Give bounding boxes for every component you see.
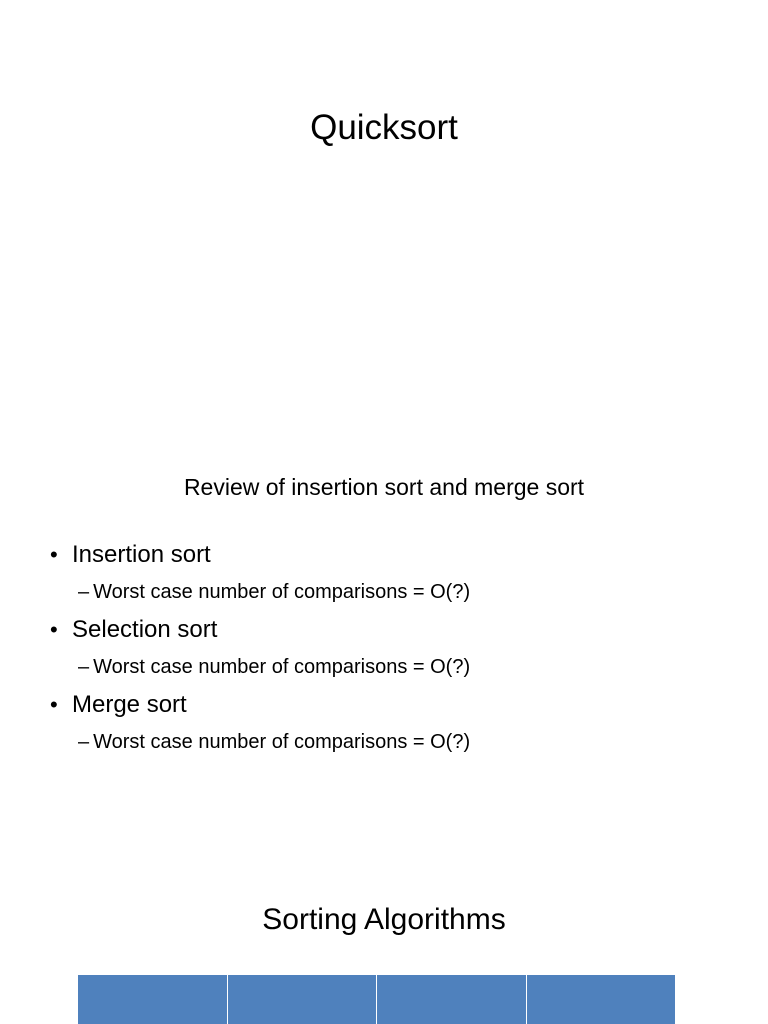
sub-bullet-text: Worst case number of comparisons = O(?) — [93, 731, 471, 753]
table-header-cell — [527, 975, 676, 1024]
bullet-dot: • — [50, 617, 58, 642]
table-header-cell — [78, 975, 228, 1024]
slide-subtitle-review: Review of insertion sort and merge sort — [183, 474, 585, 500]
sub-bullet-dash: – — [78, 731, 90, 753]
bullet-item-merge-sort — [50, 688, 730, 763]
slide-title-quicksort: Quicksort — [310, 108, 458, 147]
sub-bullet — [78, 578, 470, 606]
table-header-cell — [377, 975, 527, 1024]
bullet-label: Merge sort — [72, 691, 187, 718]
bullet-item-insertion-sort — [50, 538, 730, 613]
sub-bullet-dash: – — [78, 656, 90, 678]
sub-bullet — [78, 728, 470, 756]
bullet-item-selection-sort — [50, 613, 730, 688]
sub-bullet — [78, 653, 470, 681]
bullet-dot: • — [50, 542, 58, 567]
table-header-row — [78, 975, 675, 1024]
bullet-label: Selection sort — [72, 616, 218, 643]
sub-bullet-text: Worst case number of comparisons = O(?) — [93, 656, 471, 678]
table-header-cell — [228, 975, 378, 1024]
bullet-label: Insertion sort — [72, 541, 211, 568]
bullet-dot: • — [50, 692, 58, 717]
slide-title-sorting-algorithms: Sorting Algorithms — [262, 903, 506, 936]
sub-bullet-text: Worst case number of comparisons = O(?) — [93, 581, 471, 603]
sub-bullet-dash: – — [78, 581, 90, 603]
bullet-list — [50, 538, 730, 763]
